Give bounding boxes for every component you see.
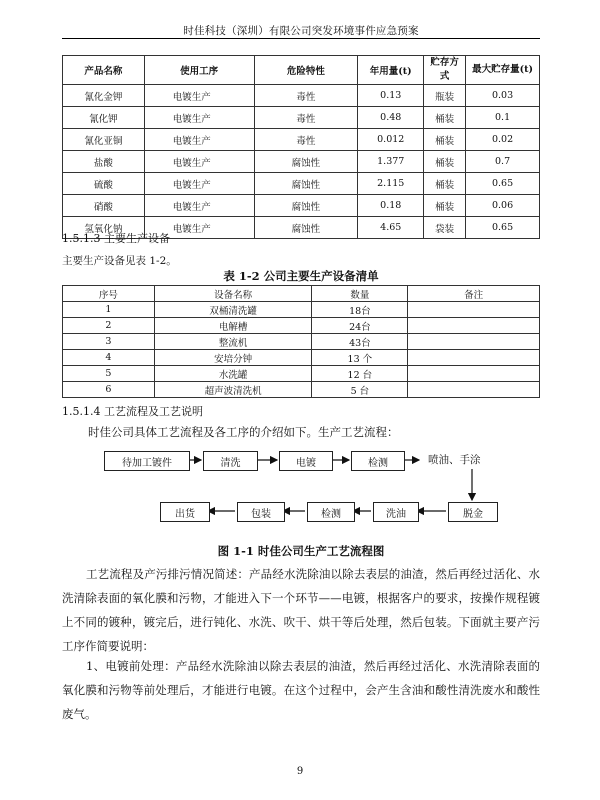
cell: 氰化金钾 (63, 85, 145, 107)
table-row (63, 107, 540, 129)
cell: 桶装 (424, 173, 466, 195)
flow-step-oil-washing: 洗油 (373, 502, 419, 522)
cell: 电解槽 (154, 318, 312, 334)
section-heading-1514: 1.5.1.4 工艺流程及工艺说明 (62, 405, 203, 418)
cell: 桶装 (424, 195, 466, 217)
cell: 4.65 (358, 217, 424, 239)
flow-step-inspection-1: 检测 (351, 451, 405, 471)
header-cell: 年用量(t) (358, 56, 424, 85)
flow-step-spray-coating: 喷油、手涂 (428, 454, 481, 466)
header-cell: 备注 (408, 286, 540, 302)
cell: 毒性 (254, 107, 358, 129)
cell: 24台 (312, 318, 408, 334)
cell: 电镀生产 (144, 107, 254, 129)
cell: 0.65 (466, 173, 540, 195)
cell: 5 台 (312, 382, 408, 398)
flow-step-gold-stripping: 脱金 (448, 502, 498, 522)
cell: 腐蚀性 (254, 195, 358, 217)
table-row (63, 350, 540, 366)
cell: 0.13 (358, 85, 424, 107)
header-cell: 最大贮存量(t) (466, 56, 540, 85)
table-row (63, 334, 540, 350)
section-intro-1514: 时佳公司具体工艺流程及各工序的介绍如下。生产工艺流程： (88, 425, 399, 439)
cell: 0.7 (466, 151, 540, 173)
cell: 腐蚀性 (254, 217, 358, 239)
table-row (63, 366, 540, 382)
table-row (63, 318, 540, 334)
cell: 电镀生产 (144, 151, 254, 173)
cell: 电镀生产 (144, 173, 254, 195)
header-cell: 危险特性 (254, 56, 358, 85)
cell: 氰化钾 (63, 107, 145, 129)
cell: 0.012 (358, 129, 424, 151)
cell: 2.115 (358, 173, 424, 195)
cell (408, 382, 540, 398)
paragraph-process-summary: 工艺流程及产污排污情况简述：产品经水洗除油以除去表层的油渣，然后再经过活化、水洗清除表面的氧化膜和污物，才能进入下一个环节——电镀，根据客户的要求，按操作规程镀上不同的镀种，镀完后，进行钝化、水洗、吹干、烘干等后处理，然后包装。下面就主要产污工序作简要说明： (62, 567, 540, 653)
cell (408, 334, 540, 350)
flow-step-electroplating: 电镀 (279, 451, 333, 471)
cell: 1.377 (358, 151, 424, 173)
header-cell: 产品名称 (63, 56, 145, 85)
flow-step-raw-parts: 待加工镀件 (104, 451, 190, 471)
header-cell: 序号 (63, 286, 155, 302)
process-flow-diagram (0, 440, 600, 535)
cell: 3 (63, 334, 155, 350)
table-row (63, 302, 540, 318)
flow-step-cleaning: 清洗 (203, 451, 258, 471)
section-intro-1513: 主要生产设备见表 1-2。 (62, 255, 177, 267)
cell: 安培分钟 (154, 350, 312, 366)
equipment-table (62, 285, 540, 398)
header-cell: 数量 (312, 286, 408, 302)
table-row (63, 85, 540, 107)
page-number: 9 (296, 766, 304, 777)
cell: 电镀生产 (144, 85, 254, 107)
cell: 氰化亚铜 (63, 129, 145, 151)
header-cell: 使用工序 (144, 56, 254, 85)
cell: 18台 (312, 302, 408, 318)
cell: 13 个 (312, 350, 408, 366)
cell: 电镀生产 (144, 217, 254, 239)
section-heading-1513: 1.5.1.3 主要生产设备 (62, 232, 170, 245)
cell: 0.06 (466, 195, 540, 217)
cell: 水洗罐 (154, 366, 312, 382)
cell: 4 (63, 350, 155, 366)
cell: 0.03 (466, 85, 540, 107)
cell: 1 (63, 302, 155, 318)
cell: 电镀生产 (144, 129, 254, 151)
cell (408, 318, 540, 334)
table-caption: 表 1-2 公司主要生产设备清单 (223, 269, 379, 283)
table-row (63, 382, 540, 398)
cell: 氢氧化钠 (63, 217, 145, 239)
cell (408, 350, 540, 366)
cell: 43台 (312, 334, 408, 350)
cell: 毒性 (254, 85, 358, 107)
header-divider (62, 38, 540, 39)
cell: 腐蚀性 (254, 173, 358, 195)
cell: 硫酸 (63, 173, 145, 195)
cell: 2 (63, 318, 155, 334)
cell: 0.48 (358, 107, 424, 129)
cell: 5 (63, 366, 155, 382)
cell: 双桶清洗罐 (154, 302, 312, 318)
cell (408, 366, 540, 382)
flow-step-inspection-2: 检测 (307, 502, 355, 522)
cell: 硝酸 (63, 195, 145, 217)
cell: 腐蚀性 (254, 151, 358, 173)
chemicals-table (62, 55, 540, 239)
cell: 0.02 (466, 129, 540, 151)
cell: 盐酸 (63, 151, 145, 173)
flow-step-shipping: 出货 (160, 502, 210, 522)
cell: 整流机 (154, 334, 312, 350)
table-row (63, 129, 540, 151)
figure-caption: 图 1-1 时佳公司生产工艺流程图 (217, 544, 385, 558)
flow-step-packaging: 包装 (237, 502, 285, 522)
cell: 毒性 (254, 129, 358, 151)
cell: 瓶装 (424, 85, 466, 107)
table-header-row (63, 56, 540, 85)
cell (408, 302, 540, 318)
cell: 电镀生产 (144, 195, 254, 217)
cell: 桶装 (424, 129, 466, 151)
cell: 6 (63, 382, 155, 398)
table-row (63, 173, 540, 195)
cell: 桶装 (424, 151, 466, 173)
table-row (63, 151, 540, 173)
page-header: 时佳科技（深圳）有限公司突发环境事件应急预案 (183, 25, 419, 37)
header-cell: 贮存方式 (424, 56, 466, 85)
cell: 0.65 (466, 217, 540, 239)
cell: 超声波清洗机 (154, 382, 312, 398)
paragraph-pretreatment: 1、电镀前处理：产品经水洗除油以除去表层的油渣，然后再经过活化、水洗清除表面的氧化膜和污物等前处理后，才能进行电镀。在这个过程中，会产生含油和酸性清洗废水和酸性废气。 (62, 659, 540, 721)
header-cell: 设备名称 (154, 286, 312, 302)
cell: 0.18 (358, 195, 424, 217)
cell: 12 台 (312, 366, 408, 382)
table-header-row (63, 286, 540, 302)
cell: 袋装 (424, 217, 466, 239)
table-row (63, 195, 540, 217)
cell: 0.1 (466, 107, 540, 129)
cell: 桶装 (424, 107, 466, 129)
